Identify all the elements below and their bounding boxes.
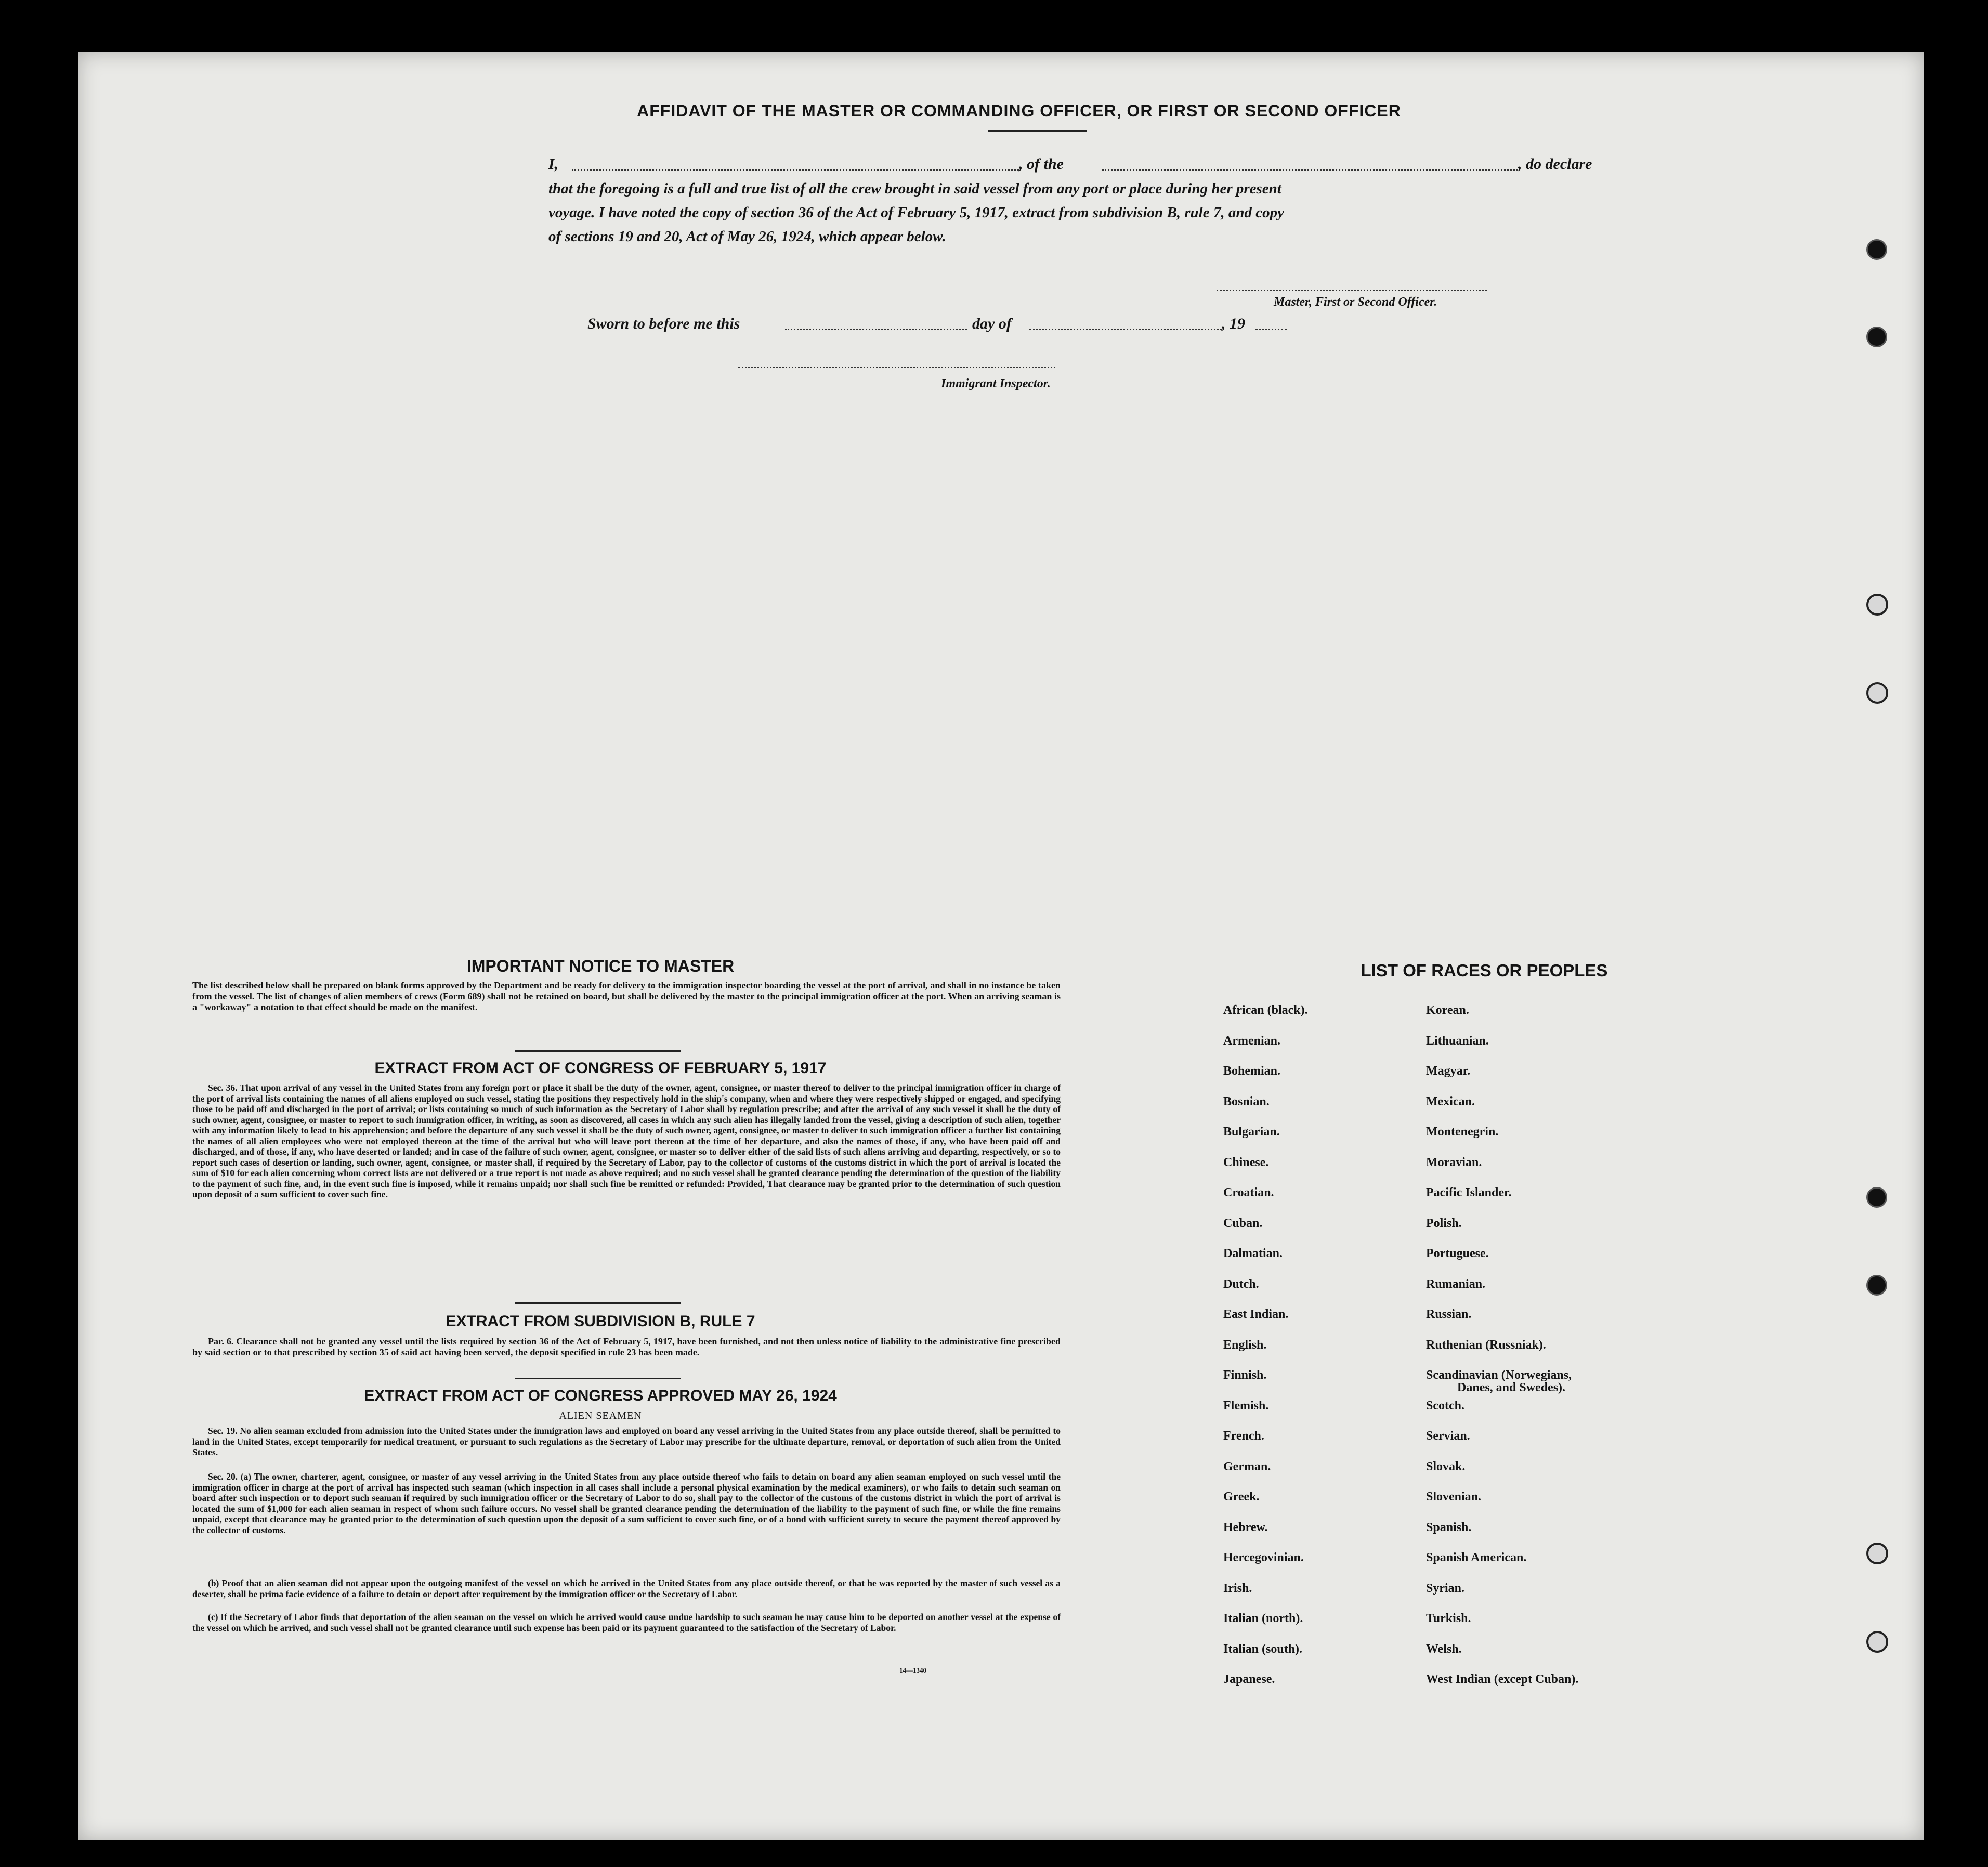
year-text: , 19 xyxy=(1222,315,1245,332)
divider xyxy=(515,1378,681,1379)
race-item: Russian. xyxy=(1426,1308,1472,1321)
race-item: Hercegovinian. xyxy=(1223,1551,1304,1564)
races-title: LIST OF RACES OR PEOPLES xyxy=(1361,961,1608,980)
divider xyxy=(515,1302,681,1304)
declaration-line-4: of sections 19 and 20, Act of May 26, 1924, which appear below. xyxy=(548,228,946,245)
race-item: Cuban. xyxy=(1223,1216,1263,1230)
binder-hole xyxy=(1866,1187,1887,1208)
race-item: Bohemian. xyxy=(1223,1064,1281,1078)
race-item: Italian (south). xyxy=(1223,1642,1303,1656)
race-item: Dalmatian. xyxy=(1223,1247,1283,1260)
binder-hole xyxy=(1866,327,1887,347)
day-of-text: day of xyxy=(972,315,1012,332)
extract-1917-title: EXTRACT FROM ACT OF CONGRESS OF FEBRUARY 5, 1917 xyxy=(374,1060,827,1077)
race-item: Italian (north). xyxy=(1223,1612,1303,1625)
race-item: West Indian (except Cuban). xyxy=(1426,1673,1579,1686)
race-item: Rumanian. xyxy=(1426,1277,1486,1291)
alien-seamen-subtitle: ALIEN SEAMEN xyxy=(559,1410,642,1421)
race-item: German. xyxy=(1223,1459,1271,1473)
binder-hole xyxy=(1866,1275,1887,1296)
name-field[interactable] xyxy=(572,169,1019,171)
divider xyxy=(515,1050,681,1052)
binder-hole xyxy=(1866,682,1888,704)
race-item: Polish. xyxy=(1426,1216,1462,1230)
sec-20c-text: (c) If the Secretary of Labor finds that deportation of the alien seaman on the vessel on which he arrived would cause undue hardship to such seaman he may cause him to be deported on another vessel at the expense of the vessel on which he arrived, and such vessel shall not be granted clearance until such expense has been paid or its payment guaranteed to the satisfaction of the Secretary of Labor. xyxy=(192,1612,1061,1633)
affidavit-title: AFFIDAVIT OF THE MASTER OR COMMANDING OFFICER, OR FIRST OR SECOND OFFICER xyxy=(637,101,1401,120)
race-item: Welsh. xyxy=(1426,1642,1462,1656)
extract-1917-text xyxy=(192,1082,1061,1200)
race-item: Turkish. xyxy=(1426,1612,1471,1625)
race-item: Ruthenian (Russniak). xyxy=(1426,1338,1546,1352)
divider xyxy=(988,130,1087,132)
race-item: Montenegrin. xyxy=(1426,1125,1499,1139)
race-item: Hebrew. xyxy=(1223,1520,1268,1534)
sec-36-label: Sec. 36. xyxy=(208,1082,238,1093)
sec-36-text: That upon arrival of any vessel in the United States from any foreign port or place it shall be the duty of the owner, agent, consignee, or master thereof to deliver to the principal immigration officer in charge of the port of arrival lists containing the names of all aliens employed on such vessel, stating the positions they respectively hold in the ship's company, when and where they were respectively shipped or engaged, and specifying those to be paid off and discharged in the port of arrival; or lists containing so much of such information as the Secretary of Labor shall by regulation prescribe; and after the arrival of any such vessel it shall be the duty of such owner, agent, consignee, or master to report to such immigration officer, in writing, as soon as discovered, all cases in which any such alien has illegally landed from the vessel, giving a description of such alien, together with any information likely to lead to his apprehension; and before the departure of any such vessel it shall be the duty of such owner, agent, consignee, or master to deliver to such immigration officer a further list containing the names of all alien employees who were not employed thereon at the time of the arrival but who will leave port thereon at the time of her departure, and also the names of those, if any, who have been paid off and discharged, and of those, if any, who have deserted or landed; and in case of the failure of such owner, agent, consignee, or master so to deliver either of the said lists of such aliens arriving and departing, respectively, or so to report such cases of desertion or landing, such owner, agent, consignee, or master shall, if required by the Secretary of Labor, pay to the collector of customs of the customs district in which the port of arrival is located the sum of $10 for each alien concerning whom correct lists are not delivered or a true report is not made as above required; and no such vessel shall be granted clearance pending the determination of the question of the liability to the payment of such fine, and, in the event such fine is imposed, while it remains unpaid; nor shall such fine be remitted or refunded: Provided, That clearance may be granted prior to the determination of such question upon deposit of a sum sufficient to cover such fine. xyxy=(192,1082,1061,1199)
race-item: English. xyxy=(1223,1338,1267,1352)
notice-text: The list described below shall be prepared on blank forms approved by the Department and be ready for delivery to the immigration inspector boarding the vessel at the port of arrival, and shall in no instance be taken from the vessel. The list of changes of alien members of crews (Form 689) shall not be retained on board, but shall be delivered by the master to the principal immigration officer at the port. When an arriving seaman is a "workaway" a notation to that effect should be made on the manifest. xyxy=(192,980,1061,1012)
sworn-day-field[interactable] xyxy=(785,329,967,330)
sec-19-text: Sec. 19. No alien seaman excluded from admission into the United States under the immigration laws and employed on board any vessel arriving in the United States from any place outside thereof, shall be permitted to land in the United States, except temporarily for medical treatment, or pursuant to such regulations as the Secretary of Labor may prescribe for the ultimate departure, removal, or deportation of such alien from the United States. xyxy=(192,1426,1061,1457)
declare-end: , do declare xyxy=(1518,155,1592,173)
race-item: Scandinavian (Norwegians, xyxy=(1426,1368,1572,1382)
extract-1924-title: EXTRACT FROM ACT OF CONGRESS APPROVED MAY 26, 1924 xyxy=(364,1387,837,1404)
race-item: Spanish. xyxy=(1426,1520,1472,1534)
inspector-label: Immigrant Inspector. xyxy=(941,377,1051,390)
form-number: 14—1340 xyxy=(899,1666,926,1674)
declaration-line-1 xyxy=(548,152,1640,176)
race-item: Servian. xyxy=(1426,1429,1470,1443)
document-page xyxy=(78,52,1924,1840)
sworn-text: Sworn to before me this xyxy=(587,315,740,332)
binder-hole xyxy=(1866,239,1887,260)
race-item: Scotch. xyxy=(1426,1399,1464,1413)
race-item: Magyar. xyxy=(1426,1064,1471,1078)
sec-20a-text: Sec. 20. (a) The owner, charterer, agent, consignee, or master of any vessel arriving in the United States from any place outside thereof who fails to detain on board any alien seaman employed on such vessel until the immigration officer in charge at the port of arrival has inspected such seaman (which inspection in all cases shall include a personal physical examination by the medical examiners), or who fails to detain such seaman on board after such inspection or to deport such seaman if required by such immigration officer or the Secretary of Labor to do so, shall pay to the collector of the customs of the customs district in which the port of arrival is located the sum of $1,000 for each alien seaman in respect of whom such failure occurs. No vessel shall be granted clearance pending the determination of the liability to the payment of such fine, or while the fine remains unpaid, except that clearance may be granted prior to the determination of such question upon the deposit of a sum sufficient to cover such fine, or of a bond with sufficient surety to secure the payment thereof approved by the collector of customs. xyxy=(192,1471,1061,1535)
notice-title: IMPORTANT NOTICE TO MASTER xyxy=(466,957,735,975)
subdivision-b-text: Par. 6. Clearance shall not be granted any vessel until the lists required by section 36 of the Act of February 5, 1917, have been furnished, and not then unless notice of liability to the administrative fine prescribed by said section or to that prescribed by section 35 of said act having been served, the deposit specified in rule 23 has been made. xyxy=(192,1336,1061,1357)
race-item: Korean. xyxy=(1426,1003,1469,1017)
sworn-year-field[interactable] xyxy=(1255,329,1287,330)
race-item: Mexican. xyxy=(1426,1094,1475,1108)
declare-of-the: , of the xyxy=(1019,155,1064,173)
vessel-field[interactable] xyxy=(1102,169,1518,171)
race-item: Bosnian. xyxy=(1223,1094,1270,1108)
race-item: Slovenian. xyxy=(1426,1490,1482,1504)
race-item-continuation: Danes, and Swedes). xyxy=(1457,1381,1566,1394)
sworn-month-field[interactable] xyxy=(1029,329,1222,330)
race-item: East Indian. xyxy=(1223,1308,1289,1321)
race-item: Chinese. xyxy=(1223,1155,1269,1169)
inspector-signature-field[interactable] xyxy=(738,367,1055,368)
race-item: Lithuanian. xyxy=(1426,1034,1489,1048)
race-item: Dutch. xyxy=(1223,1277,1259,1291)
race-item: Croatian. xyxy=(1223,1186,1274,1199)
race-item: African (black). xyxy=(1223,1003,1308,1017)
sec-20b-text: (b) Proof that an alien seaman did not appear upon the outgoing manifest of the vessel on which he arrived in the United States from any place outside thereof, or that he was reported by the master of such vessel as a deserter, shall be prima facie evidence of a failure to detain or deport after requirement by the immigration officer or the Secretary of Labor. xyxy=(192,1578,1061,1599)
binder-hole xyxy=(1866,1631,1888,1653)
race-item: Greek. xyxy=(1223,1490,1260,1504)
race-item: Finnish. xyxy=(1223,1368,1267,1382)
race-item: Japanese. xyxy=(1223,1673,1275,1686)
race-item: Flemish. xyxy=(1223,1399,1269,1413)
master-signature-label: Master, First or Second Officer. xyxy=(1274,295,1437,309)
declaration-line-3: voyage. I have noted the copy of section 36 of the Act of February 5, 1917, extract from subdivision B, rule 7, and copy xyxy=(548,204,1284,221)
declaration-line-2: that the foregoing is a full and true list of all the crew brought in said vessel from any port or place during her present xyxy=(548,180,1281,197)
race-item: Portuguese. xyxy=(1426,1247,1489,1260)
race-item: Syrian. xyxy=(1426,1581,1465,1595)
master-signature-field[interactable] xyxy=(1217,290,1487,291)
race-item: Spanish American. xyxy=(1426,1551,1527,1564)
race-item: Bulgarian. xyxy=(1223,1125,1280,1139)
race-item: Slovak. xyxy=(1426,1459,1466,1473)
subdivision-b-title: EXTRACT FROM SUBDIVISION B, RULE 7 xyxy=(446,1313,755,1330)
binder-hole xyxy=(1866,1543,1888,1564)
declare-i: I, xyxy=(548,155,559,173)
race-item: Irish. xyxy=(1223,1581,1252,1595)
binder-hole xyxy=(1866,594,1888,616)
race-item: Moravian. xyxy=(1426,1155,1482,1169)
race-item: Armenian. xyxy=(1223,1034,1280,1048)
race-item: Pacific Islander. xyxy=(1426,1186,1512,1199)
race-item: French. xyxy=(1223,1429,1264,1443)
